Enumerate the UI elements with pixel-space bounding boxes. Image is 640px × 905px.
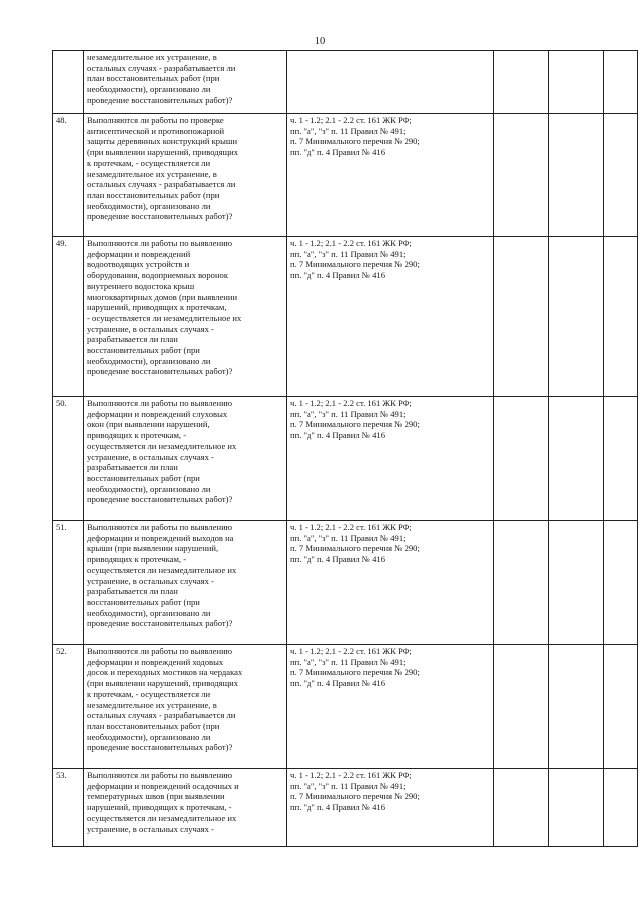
legal-refs-cell: ч. 1 - 1.2; 2.1 - 2.2 ст. 161 ЖК РФ; пп. "а", "з" п. 11 Правил № 491; п. 7 Минимального перечня № 290; пп. "д" п. 4 Правил № 416 — [287, 237, 494, 397]
question-cell: Выполняются ли работы по выявлению деформации и повреждений водоотводящих устройств и оборудования, водоприемных воронок внутреннего водостока крыш многоквартирных домов (при выявлении нарушений, приводящих к протечкам, - осуществляется ли незамедлительное их устранение, в остальных случаях - разрабатывается ли план восстановительных работ (при необходимости), организовано ли проведение восстановительных работ)? — [84, 237, 287, 397]
answer-cell — [549, 397, 604, 521]
answer-cell — [549, 521, 604, 645]
row-number — [53, 51, 84, 114]
table-row — [53, 114, 638, 237]
checklist-table — [52, 50, 638, 847]
table-row — [53, 521, 638, 645]
question-cell: Выполняются ли работы по проверке антисептической и противопожарной защиты деревянных конструкций крыши (при выявлении нарушений, приводящих к протечкам, - осуществляется ли незамедлительное их устранение, в остальных случаях - разрабатывается ли план восстановительных работ (при необходимости), организовано ли проведение восстановительных работ)? — [84, 114, 287, 237]
answer-cell — [494, 521, 549, 645]
answer-cell — [494, 51, 549, 114]
note-cell — [604, 769, 638, 847]
answer-cell — [549, 645, 604, 769]
answer-cell — [494, 237, 549, 397]
row-number: 51. — [53, 521, 84, 645]
legal-refs-cell: ч. 1 - 1.2; 2.1 - 2.2 ст. 161 ЖК РФ; пп. "а", "з" п. 11 Правил № 491; п. 7 Минимального перечня № 290; пп. "д" п. 4 Правил № 416 — [287, 114, 494, 237]
question-cell: Выполняются ли работы по выявлению деформации и повреждений выходов на крыши (при выявлении нарушений, приводящих к протечкам, - осуществляется ли незамедлительное их устранение, в остальных случаях - разрабатывается ли план восстановительных работ (при необходимости), организовано ли проведение восстановительных работ)? — [84, 521, 287, 645]
question-cell: Выполняются ли работы по выявлению деформации и повреждений ходовых досок и переходных мостиков на чердаках (при выявлении нарушений, приводящих к протечкам, - осуществляется ли незамедлительное их устранение, в остальных случаях - разрабатывается ли план восстановительных работ (при необходимости), организовано ли проведение восстановительных работ)? — [84, 645, 287, 769]
table-row — [53, 237, 638, 397]
answer-cell — [494, 397, 549, 521]
question-cell: Выполняются ли работы по выявлению деформации и повреждений слуховых окон (при выявлении нарушений, приводящих к протечкам, - осуществляется ли незамедлительное их устранение, в остальных случаях - разрабатывается ли план восстановительных работ (при необходимости), организовано ли проведение восстановительных работ)? — [84, 397, 287, 521]
note-cell — [604, 114, 638, 237]
answer-cell — [549, 51, 604, 114]
note-cell — [604, 397, 638, 521]
note-cell — [604, 51, 638, 114]
legal-refs-cell — [287, 51, 494, 114]
legal-refs-cell: ч. 1 - 1.2; 2.1 - 2.2 ст. 161 ЖК РФ; пп. "а", "з" п. 11 Правил № 491; п. 7 Минимального перечня № 290; пп. "д" п. 4 Правил № 416 — [287, 397, 494, 521]
answer-cell — [494, 114, 549, 237]
answer-cell — [549, 114, 604, 237]
answer-cell — [549, 769, 604, 847]
question-cell: Выполняются ли работы по выявлению деформации и повреждений осадочных и температурных швов (при выявлении нарушений, приводящих к протечкам, - осуществляется ли незамедлительное их устранение, в остальных случаях - — [84, 769, 287, 847]
legal-refs-cell: ч. 1 - 1.2; 2.1 - 2.2 ст. 161 ЖК РФ; пп. "а", "з" п. 11 Правил № 491; п. 7 Минимального перечня № 290; пп. "д" п. 4 Правил № 416 — [287, 769, 494, 847]
row-number: 50. — [53, 397, 84, 521]
note-cell — [604, 645, 638, 769]
row-number: 52. — [53, 645, 84, 769]
note-cell — [604, 521, 638, 645]
row-number: 48. — [53, 114, 84, 237]
row-number: 49. — [53, 237, 84, 397]
table-row — [53, 769, 638, 847]
answer-cell — [494, 645, 549, 769]
question-cell: незамедлительное их устранение, в остальных случаях - разрабатывается ли план восстановительных работ (при необходимости), организовано ли проведение восстановительных работ)? — [84, 51, 287, 114]
table-row — [53, 645, 638, 769]
note-cell — [604, 237, 638, 397]
row-number: 53. — [53, 769, 84, 847]
answer-cell — [549, 237, 604, 397]
legal-refs-cell: ч. 1 - 1.2; 2.1 - 2.2 ст. 161 ЖК РФ; пп. "а", "з" п. 11 Правил № 491; п. 7 Минимального перечня № 290; пп. "д" п. 4 Правил № 416 — [287, 521, 494, 645]
legal-refs-cell: ч. 1 - 1.2; 2.1 - 2.2 ст. 161 ЖК РФ; пп. "а", "з" п. 11 Правил № 491; п. 7 Минимального перечня № 290; пп. "д" п. 4 Правил № 416 — [287, 645, 494, 769]
table-row — [53, 397, 638, 521]
table-row — [53, 51, 638, 114]
page-number: 10 — [314, 36, 326, 47]
answer-cell — [494, 769, 549, 847]
